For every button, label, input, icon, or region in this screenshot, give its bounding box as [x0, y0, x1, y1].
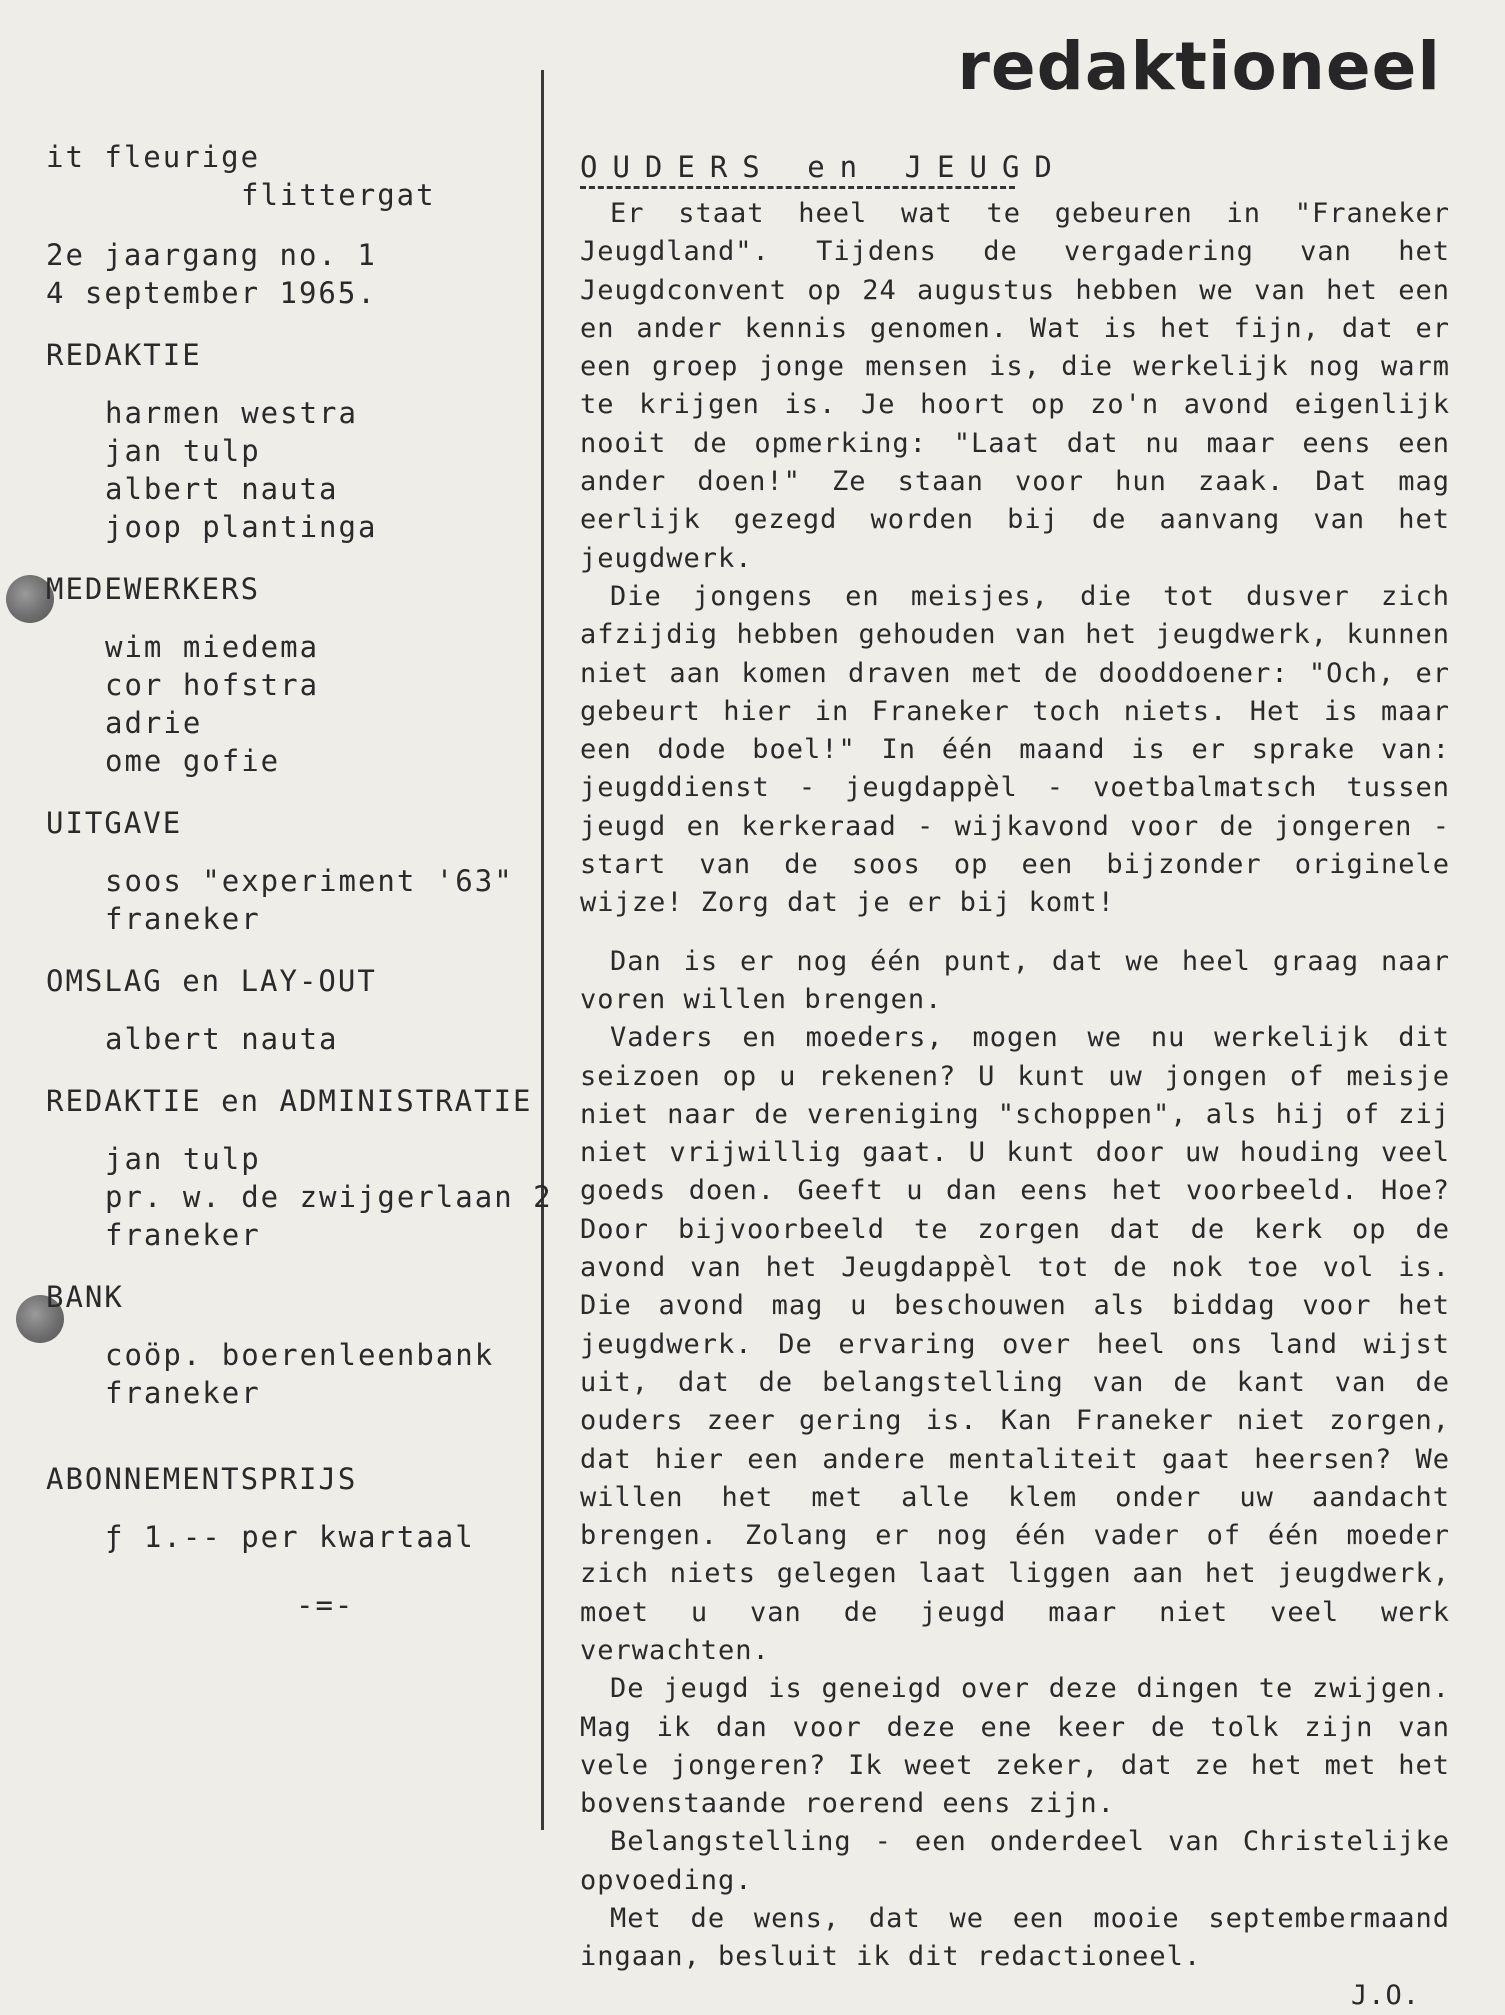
article-paragraph: Vaders en moeders, mogen we nu werkelijk dit seizoen op u rekenen? U kunt uw jongen of meisje niet naar de vereniging "schoppen", als hij of zij niet vrijwillig gaat. U kunt door uw houding veel goeds doen. Geeft u dan eens het voorbeeld. Hoe? Door bijvoorbeeld te zorgen dat de kerk op de avond van het Jeugdappèl tot de nok toe vol is. Die avond mag u beschouwen als biddag voor het jeugdwerk. De ervaring over heel ons land wijst uit, dat de belangstelling van de kant van de ouders zeer gering is. Kan Franeker niet zorgen, dat hier een andere mentaliteit gaat heersen? We willen het met alle klem onder uw aandacht brengen. Zolang er nog één vader of één moeder zich niets gelegen laat liggen aan het jeugdwerk, moet u van de jeugd maar niet veel werk verwachten. [580, 1022, 1450, 1666]
contributor-name: ome gofie [105, 744, 281, 778]
article-paragraph: Dan is er nog één punt, dat we heel graag naar voren willen brengen. [580, 945, 1450, 1015]
article-heading: OUDERS en JEUGD [580, 150, 1067, 184]
colophon-sidebar [46, 138, 553, 1624]
editorial-article [580, 148, 1450, 2015]
admin-city: franeker [105, 1218, 261, 1252]
layout-designer: albert nauta [105, 1022, 339, 1056]
article-paragraph: Met de wens, dat we een mooie septembermaand ingaan, besluit ik dit redactioneel. [580, 1903, 1450, 1973]
section-heading-uitgave: UITGAVE [46, 806, 183, 840]
staff-name: harmen westra [105, 396, 358, 430]
article-paragraph: Belangstelling - een onderdeel van Christelijke opvoeding. [580, 1826, 1450, 1896]
bank-city: franeker [105, 1376, 261, 1410]
contributor-name: wim miedema [105, 630, 320, 664]
masthead-title: redaktioneel [957, 28, 1441, 105]
section-heading-medewerkers: MEDEWERKERS [46, 572, 261, 606]
issue-date: 4 september 1965. [46, 276, 377, 310]
article-paragraph: De jeugd is geneigd over deze dingen te zwijgen. Mag ik dan voor deze ene keer de tolk zijn van vele jongeren? Ik weet zeker, dat ze het met het bovenstaande roerend eens zijn. [580, 1673, 1450, 1820]
end-mark: -=- [296, 1588, 355, 1622]
subscription-price: ƒ 1.-- per kwartaal [105, 1520, 475, 1554]
publisher-name: soos "experiment '63" [105, 864, 514, 898]
section-heading-administratie: REDAKTIE en ADMINISTRATIE [46, 1084, 533, 1118]
admin-name: jan tulp [105, 1142, 261, 1176]
staff-name: jan tulp [105, 434, 261, 468]
section-heading-redaktie: REDAKTIE [46, 338, 202, 372]
staff-name: joop plantinga [105, 510, 378, 544]
publication-title-line-1: it fleurige [46, 140, 261, 174]
section-heading-abonnement: ABONNEMENTSPRIJS [46, 1462, 358, 1496]
section-heading-bank: BANK [46, 1280, 124, 1314]
article-paragraph: Er staat heel wat te gebeuren in "Franeker Jeugdland". Tijdens de vergadering van het Jeugdconvent op 24 augustus hebben we van het een en ander kennis genomen. Wat is het fijn, dat er een groep jonge mensen is, die werkelijk nog warm te krijgen is. Je hoort op zo'n avond eigenlijk nooit de opmerking: "Laat dat nu maar eens een ander doen!" Ze staan voor hun zaak. Dat mag eerlijk gezegd worden bij de aanvang van het jeugdwerk. [580, 198, 1450, 574]
article-paragraph: Die jongens en meisjes, die tot dusver zich afzijdig hebben gehouden van het jeugdwerk, kunnen niet aan komen draven met de dooddoener: "Och, er gebeurt hier in Franeker toch niets. Het is maar een dode boel!" In één maand is er sprake van: jeugddienst - jeugdappèl - voetbalmatsch tussen jeugd en kerkeraad - wijkavond voor de jongeren - start van de soos op een bijzonder originele wijze! Zorg dat je er bij komt! [580, 580, 1450, 919]
admin-address: pr. w. de zwijgerlaan 2 [105, 1180, 553, 1214]
section-heading-omslag: OMSLAG en LAY-OUT [46, 964, 377, 998]
publication-title-line-2: flittergat [241, 178, 436, 212]
publisher-city: franeker [105, 902, 261, 936]
staff-name: albert nauta [105, 472, 339, 506]
contributor-name: adrie [105, 706, 203, 740]
issue-volume: 2e jaargang no. 1 [46, 238, 377, 272]
bank-name: coöp. boerenleenbank [105, 1338, 495, 1372]
contributor-name: cor hofstra [105, 668, 320, 702]
column-divider [541, 70, 544, 1830]
article-signature: J.O. [1350, 1979, 1420, 2011]
heading-underline [580, 186, 1015, 189]
